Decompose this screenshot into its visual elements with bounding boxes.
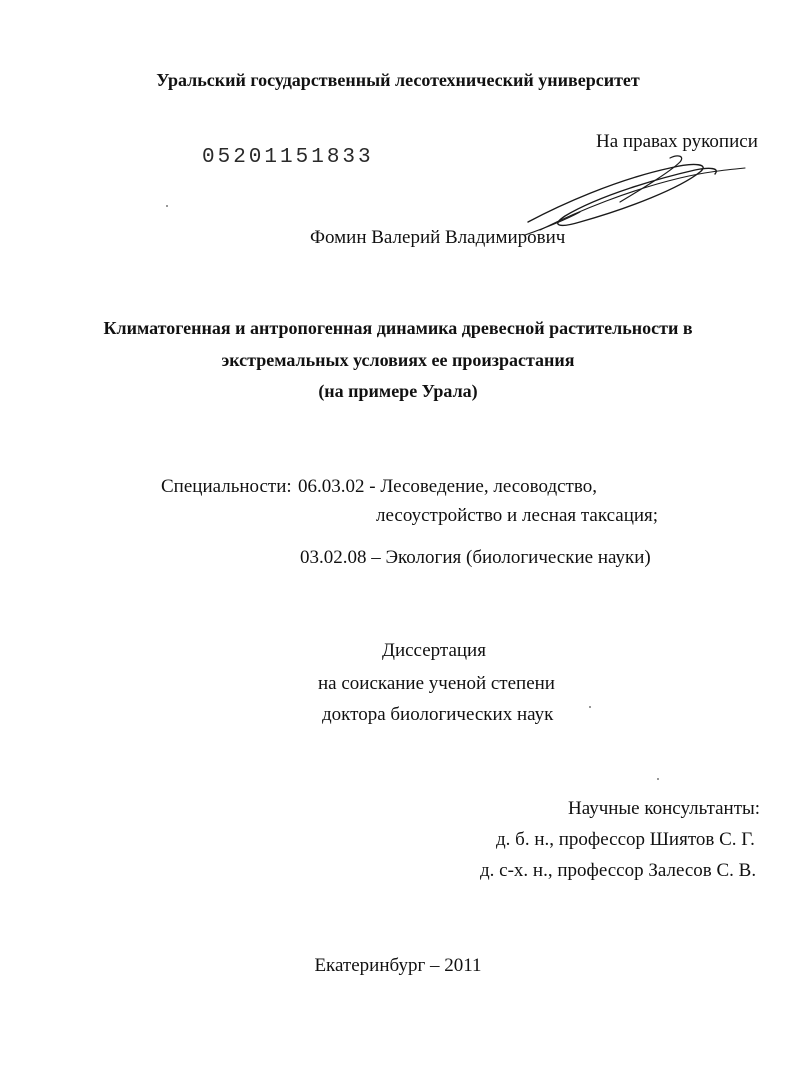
catalog-number: 05201151833 <box>202 146 374 169</box>
scan-speck <box>589 706 591 708</box>
consultant-2: д. с-х. н., профессор Залесов С. В. <box>480 860 757 881</box>
specialties-label: Специальности: <box>161 476 292 497</box>
author-name: Фомин Валерий Владимирович <box>310 227 566 248</box>
specialty-2: 03.02.08 – Экология (биологические науки) <box>300 547 651 568</box>
scan-speck <box>166 205 168 207</box>
specialty-1-line-2: лесоустройство и лесная таксация; <box>376 505 659 526</box>
consultants-heading: Научные консультанты: <box>568 798 761 819</box>
consultant-1: д. б. н., профессор Шиятов С. Г. <box>496 829 755 850</box>
title-line-2: экстремальных условиях ее произрастания <box>221 350 575 370</box>
title-line-1: Климатогенная и антропогенная динамика древесной растительности в <box>103 318 693 338</box>
city-year: Екатеринбург – 2011 <box>314 955 482 976</box>
university-name: Уральский государственный лесотехнический университет <box>156 70 640 90</box>
dissertation-line-3: доктора биологических наук <box>322 704 554 725</box>
title-line-3: (на примере Урала) <box>318 381 478 401</box>
rights-note: На правах рукописи <box>596 131 758 152</box>
dissertation-line-1: Диссертация <box>382 640 486 661</box>
specialty-1-line-1: 06.03.02 - Лесоведение, лесоводство, <box>298 476 597 497</box>
scan-speck <box>657 778 659 780</box>
dissertation-line-2: на соискание ученой степени <box>318 673 555 694</box>
